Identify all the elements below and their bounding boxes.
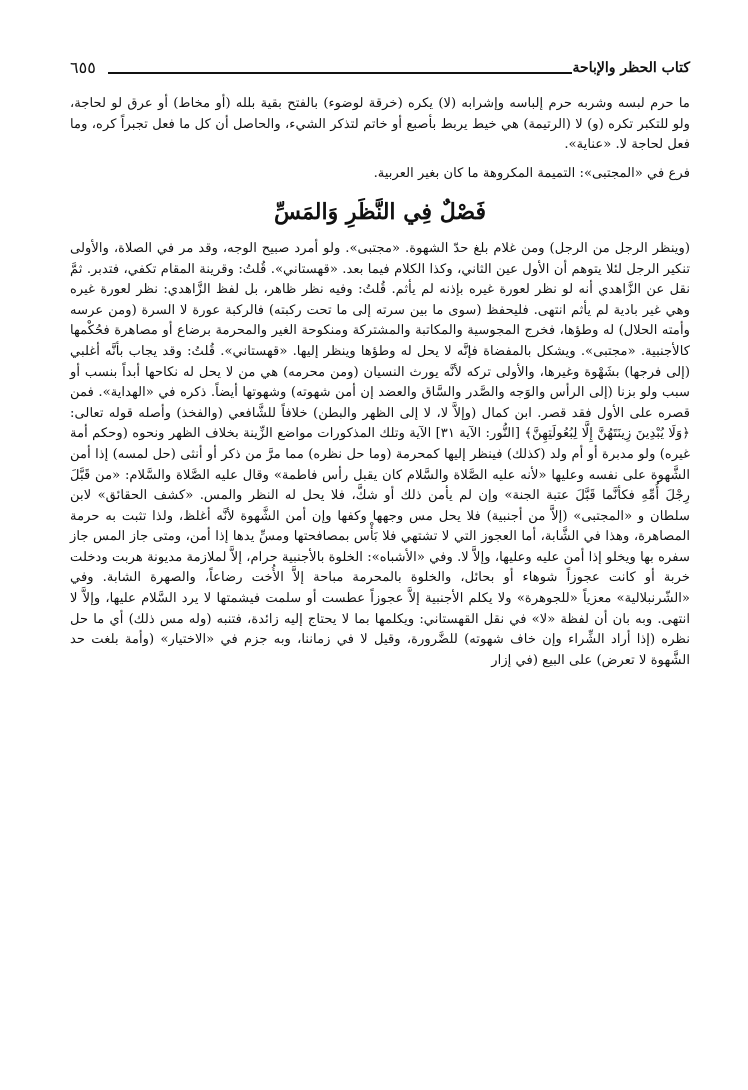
paragraph-2: فرع في «المجتبى»: التميمة المكروهة ما كان بغير العربية. xyxy=(373,165,690,181)
running-title: كتاب الحظر والإباحة xyxy=(572,60,690,76)
paragraph-3: (وينظر الرجل من الرجل) ومن غلام بلغ حدّ الشهوة. «مجتبى». ولو أمرد صبيح الوجه، وقد مر في الصلاة، والأولى تنكير الرجل لئلا يتوهم أن الأول عين الثاني، وكذا الكلام فيما بعد. «قهستاني». قُلتُ: وقرينة المقام تكفي، فتدبر. ثمَّ نقل عن الزَّاهدي أنه لو نظر لعورة غيره بإذنه لم يأثم. قُلتُ: وفيه نظر ظاهر، بل لفظ الزَّاهدي: نظر لعورة غيره وهي غير بادية لم يأثم انتهى. فليحفظ (سوى ما بين سرته إلى ما تحت ركبته) فالركبة عورة لا السرة (ومن عرسه وأمته الحلال) له وطؤها، فخرج المجوسية والمكاتبة والمشتركة ومنكوحة الغير والمحرمة برضاع أو مصاهرة فحُكْمها كالأجنبية. «مجتبى». ويشكل بالمفضاة فإنَّه لا يحل له وطؤها وينظر إليها. «قهستاني». قُلتُ: وقد يجاب بأنَّه أغلبي (إلى فرجها) بشَهْوة وغيرها، والأولى تركه لأنَّه يورث النسيان (ومن محرمه) هي من لا يحل له نكاحها أبداً بنسب أو سبب ولو بزنا (إلى الرأس والوَجه والصَّدر والسَّاق والعضد إن أمن شهوته) وشهوتها أيضاً. ذكره في «الهداية». فمن قصره على الأول فقد قصر. ابن كمال (وإلاَّ لا، لا إلى الظهر والبطن) خلافاً للشَّافعي (والفخذ) وأصله قوله تعالى: ﴿وَلَا يُبْدِينَ زِينَتَهُنَّ إِلَّا لِبُعُولَتِهِنَّ﴾ [النُّور: الآية ٣١] الآية وتلك المذكورات مواضع الزِّينة بخلاف الظهر ونحوه (وحكم أمة غيره) ولو مدبرة أو أم ولد (كذلك) فينظر إليها كمحرمة (وما حل نظره) مما مرَّ من ذكر أو أنثى (حل لمسه) إذا أمن الشَّهوة على نفسه وعليها «لأنه عليه الصَّلاة والسَّلام كان يقبل رأس فاطمة» وقال عليه الصَّلاة والسَّلام: «من قَبَّلَ رِجْلَ أُمِّهِ فكأنَّما قَبَّلَ عتبة الجنة» وإن لم يأمن ذلك أو شكَّ، فلا يحل له النظر والمس. «كشف الحقائق» لابن سلطان و «المجتبى» (إلاَّ من أجنبية) فلا يحل مس وجهها وكفها وإن أمن الشَّهوة لأنَّه أغلظ، ولذا تثبت به حرمة المصاهرة، وهذا في الشَّابة، أما العجوز التي لا تشتهي فلا بَأْس بمصافحتها ومسِّ يدها إذا أمن، ومتى جاز المس جاز سفره بها ويخلو إذا أمن عليه وعليها، وإلاَّ لا. وفي «الأشباه»: الخلوة بالأجنبية حرام، إلاَّ لملازمة مديونة هربت ودخلت خربة أو كانت عجوزاً شوهاء أو بحائل، والخلوة بالمحرمة مباحة إلاَّ الأُخت رضاعاً، والصهرة الشابة. وفي «الشّرنبلالية» معزياً «للجوهرة» ولا يكلم الأجنبية إلاَّ عجوزاً عطست أو سلمت فيشمتها لا يرد السَّلام عليها، وإلاَّ لا انتهى. وبه بان أن لفظة «لا» في نقل القهستاني: ويكلمها بما لا يحتاج إليه زائدة، فتنبه (وله مس ذلك) أي ما حل نظره (إذا أراد الشِّراء وإن خاف شهوته) للضَّرورة، وقيل لا في زماننا، وبه جزم في «الاختيار» (وأمة بلغت حد الشَّهوة لا تعرض) على البيع (في إزار xyxy=(70,240,690,668)
page-number: ٦٥٥ xyxy=(70,58,96,77)
page-header xyxy=(70,52,690,86)
page-body xyxy=(70,94,690,671)
paragraph-1: ما حرم لبسه وشربه حرم إلباسه وإشرابه (لا) يكره (خرقة لوضوء) بالفتح بقية بلله (أو مخاط) أو عرق لو لحاجة، ولو للتكبر تكره (و) لا (الرتيمة) هي خيط يربط بأصبع أو خاتم لتذكر الشيء، والحاصل أن كل ما فعل تجبراً كره، وما فعل لحاجة لا. «عناية». xyxy=(70,96,690,153)
section-title: فَصْلٌ فِي النَّظَرِ وَالمَسِّ xyxy=(274,199,486,226)
header-rule xyxy=(108,72,572,74)
